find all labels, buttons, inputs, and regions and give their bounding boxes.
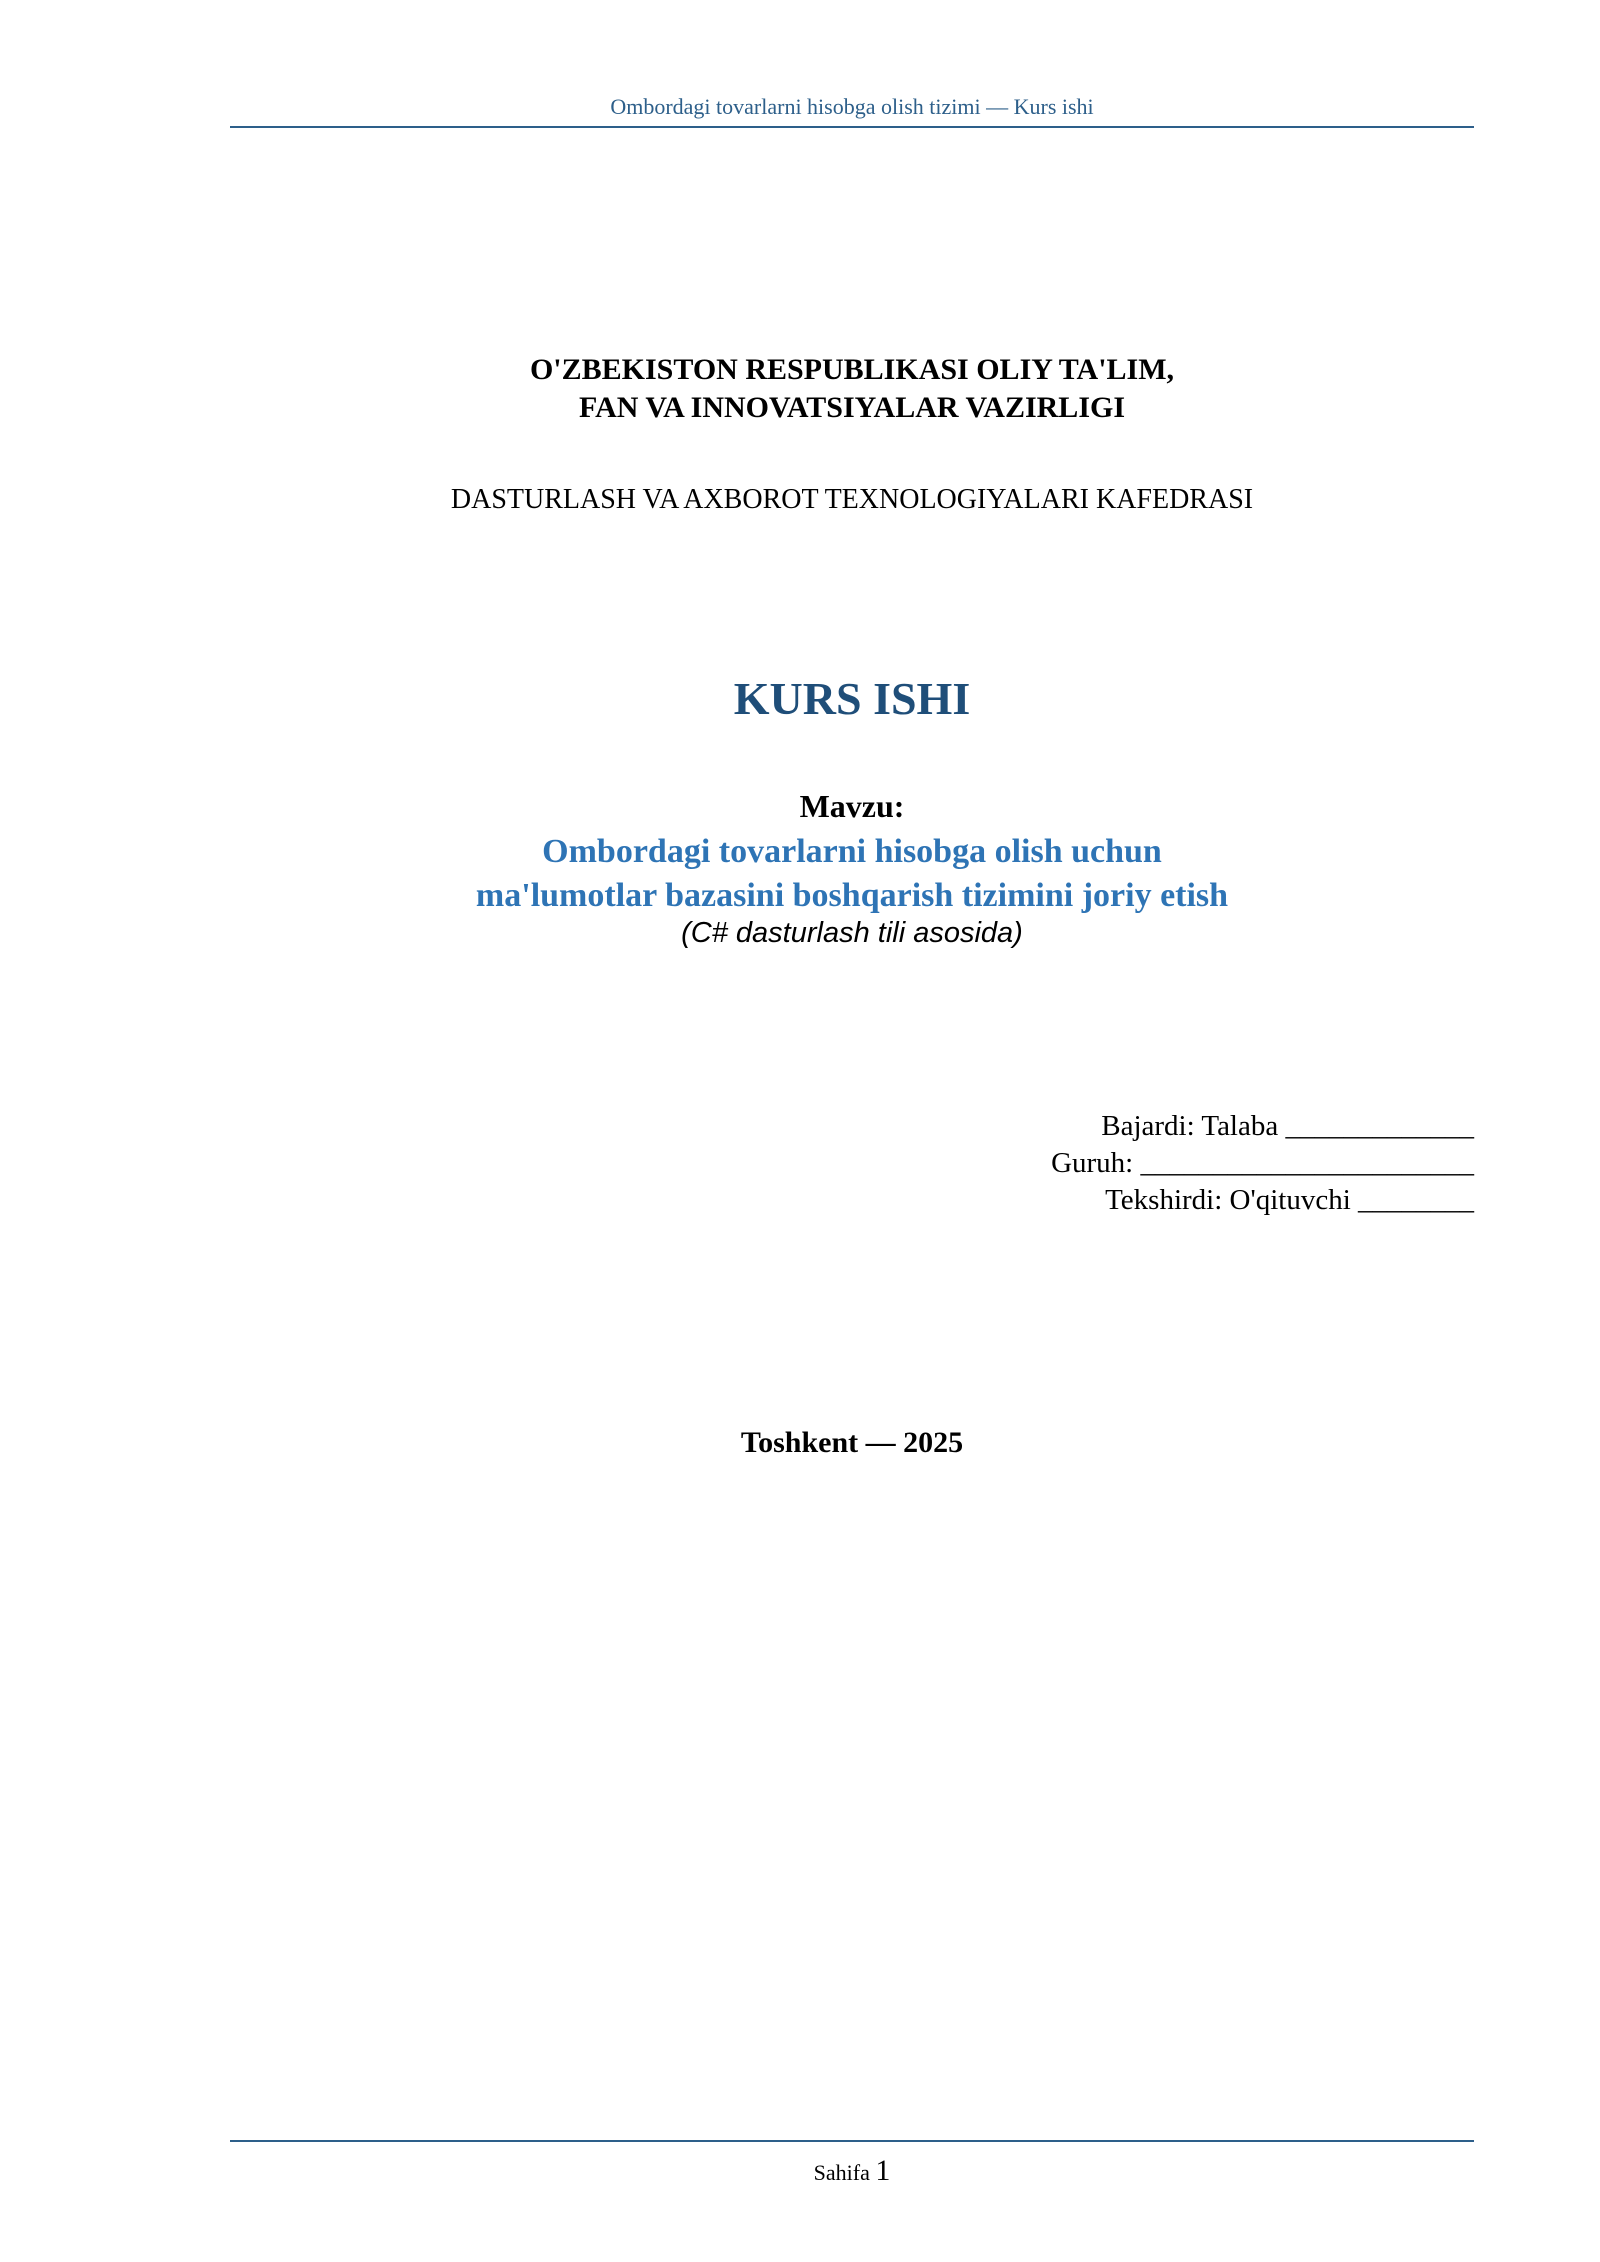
topic-subtitle: (C# dasturlash tili asosida) bbox=[681, 917, 1023, 949]
page-number: 1 bbox=[875, 2154, 891, 2187]
checked-by-line: Tekshirdi: O'qituvchi ________ bbox=[1105, 1184, 1474, 1216]
group-line: Guruh: _______________________ bbox=[1051, 1147, 1474, 1179]
ministry-name bbox=[230, 351, 1474, 427]
running-header: Ombordagi tovarlarni hisobga olish tizimi — Kurs ishi bbox=[610, 94, 1094, 119]
topic-title bbox=[230, 830, 1474, 918]
city-year: Toshkent — 2025 bbox=[740, 1426, 964, 1459]
footer-divider bbox=[230, 2140, 1474, 2142]
page-footer bbox=[230, 2154, 1474, 2188]
header-divider bbox=[230, 126, 1474, 128]
department-name: DASTURLASH VA AXBOROT TEXNOLOGIYALARI KAFEDRASI bbox=[450, 484, 1254, 515]
topic-title-line-2: ma'lumotlar bazasini boshqarish tizimini joriy etish bbox=[475, 877, 1229, 914]
topic-label: Mavzu: bbox=[799, 788, 905, 824]
performed-by-line: Bajardi: Talaba _____________ bbox=[1101, 1110, 1474, 1142]
ministry-line-2: FAN VA INNOVATSIYALAR VAZIRLIGI bbox=[578, 391, 1126, 424]
topic-title-line-1: Ombordagi tovarlarni hisobga olish uchun bbox=[542, 833, 1162, 870]
document-type-title: KURS ISHI bbox=[733, 673, 971, 724]
credits-block bbox=[1051, 1108, 1474, 1219]
ministry-line-1: O'ZBEKISTON RESPUBLIKASI OLIY TA'LIM, bbox=[529, 353, 1175, 386]
page-label: Sahifa bbox=[813, 2160, 870, 2185]
